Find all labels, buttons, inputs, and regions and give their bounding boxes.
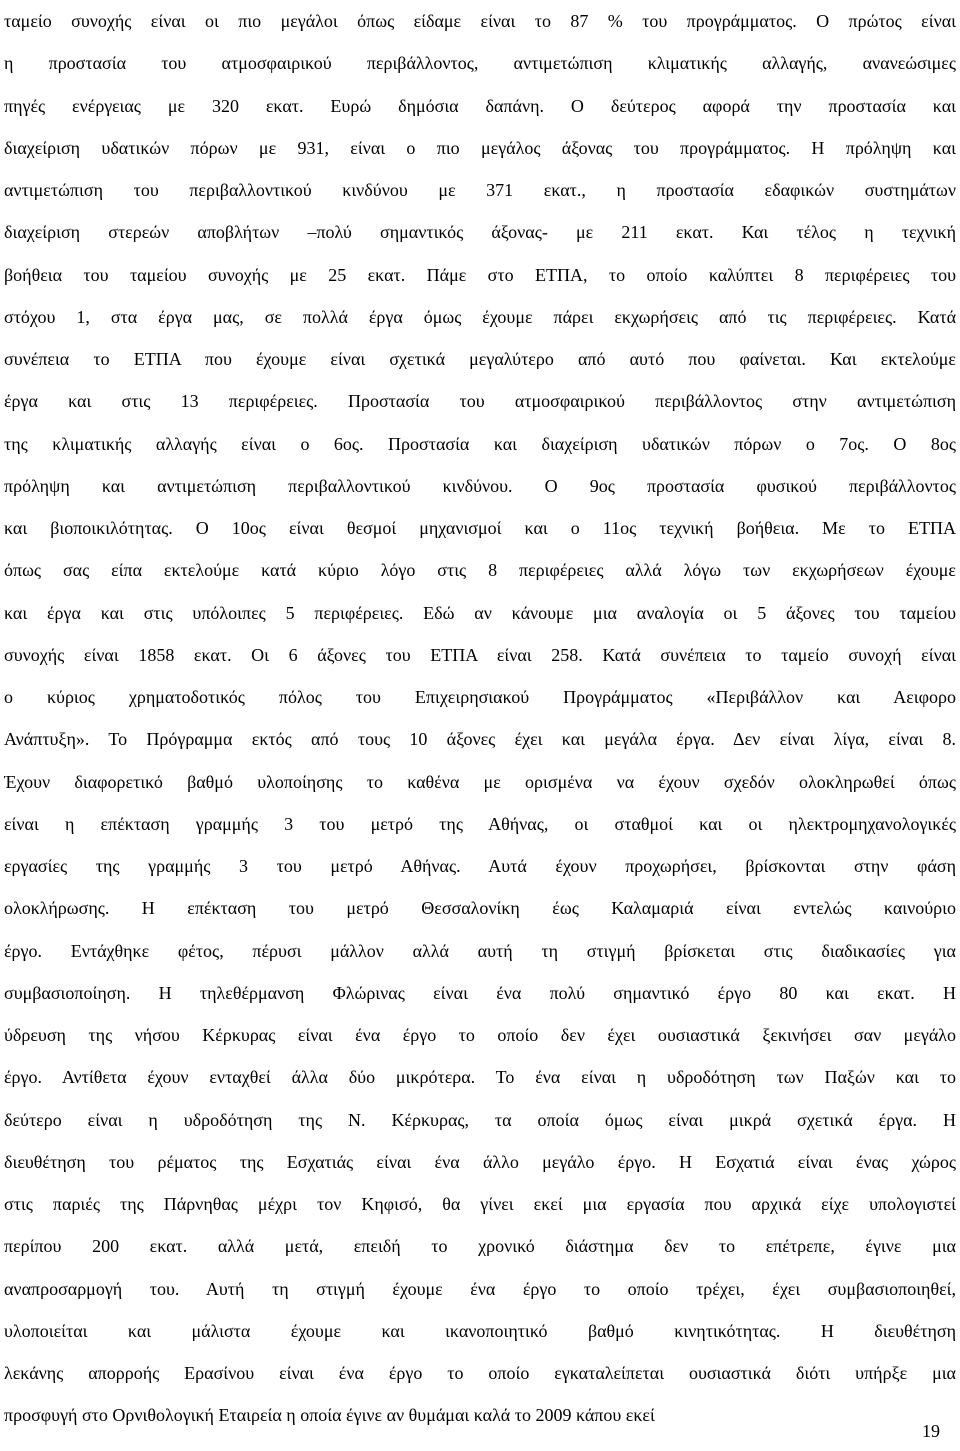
text-line: ύδρευση της νήσου Κέρκυρας είναι ένα έργο το οποίο δεν έχει ουσιαστικά ξεκινήσει σαν μεγάλο xyxy=(4,1025,956,1045)
text-line: στόχου 1, στα έργα μας, σε πολλά έργα όμως έχουμε πάρει εκχωρήσεις από τις περιφέρειες. Κατά xyxy=(4,306,956,327)
page-number: 19 xyxy=(922,1421,940,1441)
text-line: και έργα και στις υπόλοιπες 5 περιφέρειες. Εδώ αν κάνουμε μια αναλογία οι 5 άξονες του ταμείου xyxy=(4,602,956,623)
text-line: ο κύριος χρηματοδοτικός πόλος του Επιχειρησιακού Προγράμματος «Περιβάλλον και Αειφορο xyxy=(4,687,956,707)
text-line: Ανάπτυξη». Το Πρόγραμμα εκτός από τους 10 άξονες έχει και μεγάλα έργα. Δεν είναι λίγα, είναι 8. xyxy=(4,729,956,750)
text-line: βοήθεια του ταμείου συνοχής με 25 εκατ. Πάμε στο ΕΤΠΑ, το οποίο καλύπτει 8 περιφέρειες του xyxy=(4,264,956,285)
text-line: αναπροσαρμογή του. Αυτή τη στιγμή έχουμε ένα έργο το οποίο τρέχει, έχει συμβασιοποιηθεί, xyxy=(4,1278,956,1299)
text-line: συμβασιοποίηση. Η τηλεθέρμανση Φλώρινας είναι ένα πολύ σημαντικό έργο 80 και εκατ. Η xyxy=(4,982,956,1003)
text-line: έργο. Εντάχθηκε φέτος, πέρυσι μάλλον αλλά αυτή τη στιγμή βρίσκεται στις διαδικασίες για xyxy=(4,940,956,961)
text-line: δεύτερο είναι η υδροδότηση της Ν. Κέρκυρας, τα οποία όμως είναι μικρά σχετικά έργα. Η xyxy=(4,1109,956,1130)
text-line: διαχείριση στερεών αποβλήτων –πολύ σημαντικός άξονας- με 211 εκατ. Και τέλος η τεχνική xyxy=(4,222,956,243)
text-line: της κλιματικής αλλαγής είναι ο 6ος. Προστασία και διαχείριση υδατικών πόρων ο 7ος. Ο 8ος xyxy=(4,433,956,454)
text-line: και βιοποικιλότητας. Ο 10ος είναι θεσμοί μηχανισμοί και ο 11ος τεχνική βοήθεια. Με το ΕΤΠΑ xyxy=(4,518,956,538)
text-line: προσφυγή στο Ορνιθολογική Εταιρεία η οποία έγινε αν θυμάμαι καλά το 2009 κάπου εκεί xyxy=(4,1405,655,1426)
body-text xyxy=(4,0,956,1437)
text-line: ολοκλήρωσης. Η επέκταση του μετρό Θεσσαλονίκη έως Καλαμαριά είναι εντελώς καινούριο xyxy=(4,898,956,919)
text-line: διευθέτηση του ρέματος της Εσχατιάς είναι ένα άλλο μεγάλο έργο. Η Εσχατιά είναι ένας χώρος xyxy=(4,1151,956,1172)
text-line: έργο. Αντίθετα έχουν ενταχθεί άλλα δύο μικρότερα. Το ένα είναι η υδροδότηση των Παξών και το xyxy=(4,1067,956,1088)
text-line: συνοχής είναι 1858 εκατ. Οι 6 άξονες του ΕΤΠΑ είναι 258. Κατά συνέπεια το ταμείο συνοχή είναι xyxy=(4,644,956,665)
text-line: αντιμετώπιση του περιβαλλοντικού κινδύνου με 371 εκατ., η προστασία εδαφικών συστημάτων xyxy=(4,180,956,200)
text-line: υλοποιείται και μάλιστα έχουμε και ικανοποιητικό βαθμό κινητικότητας. Η διευθέτηση xyxy=(4,1320,956,1341)
text-line: είναι η επέκταση γραμμής 3 του μετρό της Αθήνας, οι σταθμοί και οι ηλεκτρομηχανολογικές xyxy=(4,813,956,834)
text-line: η προστασία του ατμοσφαιρικού περιβάλλοντος, αντιμετώπιση κλιματικής αλλαγής, ανανεώσιμες xyxy=(4,53,956,74)
text-line: συνέπεια το ΕΤΠΑ που έχουμε είναι σχετικά μεγαλύτερο από αυτό που φαίνεται. Και εκτελούμε xyxy=(4,349,956,369)
text-line: έργα και στις 13 περιφέρειες. Προστασία του ατμοσφαιρικού περιβάλλοντος στην αντιμετώπιση xyxy=(4,391,956,412)
text-line: πρόληψη και αντιμετώπιση περιβαλλοντικού κινδύνου. Ο 9ος προστασία φυσικού περιβάλλοντος xyxy=(4,475,956,496)
text-line: διαχείριση υδατικών πόρων με 931, είναι ο πιο μεγάλος άξονας του προγράμματος. Η πρόληψη και xyxy=(4,137,956,158)
text-line: εργασίες της γραμμής 3 του μετρό Αθήνας. Αυτά έχουν προχωρήσει, βρίσκονται στην φάση xyxy=(4,856,956,876)
text-line: περίπου 200 εκατ. αλλά μετά, επειδή το χρονικό διάστημα δεν το επέτρεπε, έγινε μια xyxy=(4,1236,956,1257)
text-line: λεκάνης απορροής Ερασίνου είναι ένα έργο το οποίο εγκαταλείπεται ουσιαστικά διότι υπήρξε μια xyxy=(4,1363,956,1383)
text-line: όπως σας είπα εκτελούμε κατά κύριο λόγο στις 8 περιφέρειες αλλά λόγω των εκχωρήσεων έχουμε xyxy=(4,560,956,581)
text-line: Έχουν διαφορετικό βαθμό υλοποίησης το καθένα με ορισμένα να έχουν σχεδόν ολοκληρωθεί όπως xyxy=(4,771,956,792)
text-line: στις παριές της Πάρνηθας μέχρι τον Κηφισό, θα γίνει εκεί μια εργασία που αρχικά είχε υπολογιστεί xyxy=(4,1194,956,1214)
text-line: πηγές ενέργειας με 320 εκατ. Ευρώ δημόσια δαπάνη. Ο δεύτερος αφορά την προστασία και xyxy=(4,95,956,116)
text-line: ταμείο συνοχής είναι οι πιο μεγάλοι όπως είδαμε είναι το 87 % του προγράμματος. Ο πρώτος είναι xyxy=(4,11,956,31)
